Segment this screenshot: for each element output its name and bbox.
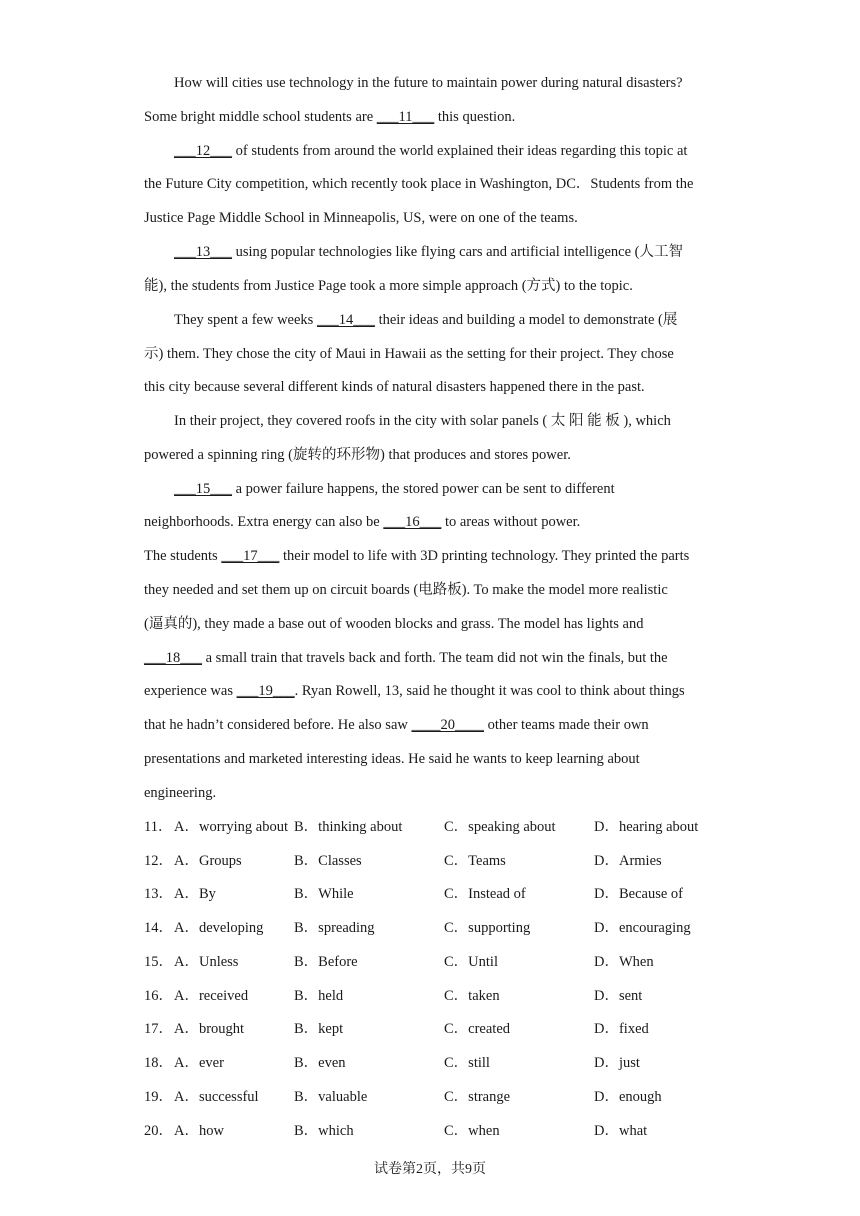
option-d: D．Armies (594, 853, 662, 869)
option-a: A．how (174, 1123, 224, 1139)
question-row-17 (144, 1019, 724, 1039)
option-d: D．enough (594, 1089, 662, 1105)
question-number: 20． (144, 1123, 173, 1139)
passage-text: neighborhoods. Extra energy can also be (144, 514, 384, 530)
question-number: 11． (144, 819, 173, 835)
option-c: C．Teams (444, 853, 506, 869)
passage-line (144, 208, 724, 228)
passage-text: presentations and marketed interesting ideas. He said he wants to keep learning about (144, 751, 640, 767)
passage-text: . Ryan Rowell, 13, said he thought it was cool to think about things (294, 683, 685, 699)
option-c: C．Instead of (444, 886, 526, 902)
option-c: C．supporting (444, 920, 531, 936)
question-row-11 (144, 817, 724, 837)
option-b: B．While (294, 886, 354, 902)
blank-13: ___13___ (174, 244, 232, 260)
passage-line (144, 174, 724, 194)
question-number: 14． (144, 920, 173, 936)
passage-line (144, 783, 724, 803)
question-row-20 (144, 1121, 724, 1141)
passage-text: experience was (144, 683, 237, 699)
question-number: 16． (144, 988, 173, 1004)
option-a: A．received (174, 988, 249, 1004)
passage-line (174, 242, 754, 262)
question-number: 12． (144, 853, 173, 869)
question-row-15 (144, 952, 724, 972)
passage-text: powered a spinning ring (旋转的环形物) that produces and stores power. (144, 447, 571, 463)
passage-text: 示) them. They chose the city of Maui in Hawaii as the setting for their project. They chose (144, 346, 674, 362)
option-d: D．what (594, 1123, 648, 1139)
passage-text: this city because several different kinds of natural disasters happened there in the past. (144, 379, 645, 395)
passage-line (174, 141, 754, 161)
option-a: A．successful (174, 1089, 259, 1105)
blank-18: ___18___ (144, 650, 202, 666)
passage-line (144, 276, 724, 296)
passage-line (144, 445, 724, 465)
passage-line (144, 681, 724, 701)
question-row-18 (144, 1053, 724, 1073)
blank-14: ___14___ (316, 312, 375, 328)
passage-text: Justice Page Middle School in Minneapolis, US, were on one of the teams. (144, 210, 578, 226)
passage-line (144, 580, 724, 600)
blank-11: ___11___ (376, 109, 435, 125)
option-c: C．strange (444, 1089, 511, 1105)
question-number: 13． (144, 886, 173, 902)
passage-text: of students from around the world explained their ideas regarding this topic at (232, 143, 688, 159)
option-b: B．thinking about (294, 819, 403, 835)
question-row-13 (144, 884, 724, 904)
passage-text: their ideas and building a model to demonstrate (展 (374, 312, 678, 328)
option-a: A．Unless (174, 954, 239, 970)
option-d: D．Because of (594, 886, 683, 902)
option-b: B．which (294, 1123, 354, 1139)
option-d: D．fixed (594, 1021, 649, 1037)
passage-line (174, 310, 754, 330)
question-row-14 (144, 918, 724, 938)
passage-text: Some bright middle school students are (144, 109, 377, 125)
option-d: D．sent (594, 988, 643, 1004)
option-c: C．created (444, 1021, 511, 1037)
passage-line (174, 479, 754, 499)
passage-line (144, 614, 724, 634)
passage-line (174, 73, 754, 93)
question-number: 18． (144, 1055, 173, 1071)
option-c: C．still (444, 1055, 490, 1071)
question-row-19 (144, 1087, 724, 1107)
option-b: B．spreading (294, 920, 375, 936)
option-c: C．Until (444, 954, 498, 970)
passage-text: using popular technologies like flying cars and artificial intelligence (人工智 (232, 244, 683, 260)
blank-16: ___16___ (383, 514, 442, 530)
option-c: C．taken (444, 988, 500, 1004)
passage-text: 能), the students from Justice Page took a more simple approach (方式) to the topic. (144, 278, 633, 294)
question-number: 17． (144, 1021, 173, 1037)
passage-text: a power failure happens, the stored power can be sent to different (232, 481, 615, 497)
question-row-16 (144, 986, 724, 1006)
passage-text: the Future City competition, which recently took place in Washington, DC．Students from the (144, 176, 694, 192)
option-a: A．By (174, 886, 216, 902)
passage-text: engineering. (144, 785, 217, 801)
passage-text: (逼真的), they made a base out of wooden blocks and grass. The model has lights and (144, 616, 644, 632)
option-a: A．brought (174, 1021, 245, 1037)
passage-line (144, 648, 724, 668)
question-number: 19． (144, 1089, 173, 1105)
passage-line (144, 344, 724, 364)
option-d: D．When (594, 954, 654, 970)
option-c: C．speaking about (444, 819, 556, 835)
passage-line (144, 749, 724, 769)
option-b: B．valuable (294, 1089, 368, 1105)
passage-line (144, 715, 724, 735)
passage-text: How will cities use technology in the future to maintain power during natural disasters? (174, 75, 683, 91)
passage-text: other teams made their own (484, 717, 649, 733)
option-a: A．Groups (174, 853, 242, 869)
option-b: B．held (294, 988, 344, 1004)
passage-text: a small train that travels back and forth. The team did not win the finals, but the (202, 650, 668, 666)
passage-line (144, 107, 724, 127)
blank-17: ___17___ (221, 548, 280, 564)
passage-line (174, 411, 754, 431)
option-a: A．worrying about (174, 819, 288, 835)
passage-text: this question. (434, 109, 516, 125)
passage-text: to areas without power. (441, 514, 581, 530)
passage-text: their model to life with 3D printing technology. They printed the parts (279, 548, 690, 564)
option-a: A．ever (174, 1055, 224, 1071)
page-footer: 试卷第2页，共9页 (374, 1162, 486, 1177)
passage-line (144, 377, 724, 397)
passage-text: they needed and set them up on circuit boards (电路板). To make the model more realistic (144, 582, 668, 598)
passage-text: The students (144, 548, 222, 564)
option-d: D．just (594, 1055, 640, 1071)
option-b: B．Classes (294, 853, 362, 869)
option-d: D．encouraging (594, 920, 691, 936)
passage-line (144, 546, 724, 566)
question-number: 15． (144, 954, 173, 970)
blank-15: ___15___ (174, 481, 232, 497)
option-b: B．Before (294, 954, 358, 970)
option-a: A．developing (174, 920, 264, 936)
blank-12: ___12___ (174, 143, 232, 159)
passage-line (144, 512, 724, 532)
passage-text: In their project, they covered roofs in the city with solar panels ( 太 阳 能 板 ), which (174, 413, 671, 429)
question-row-12 (144, 851, 724, 871)
option-b: B．kept (294, 1021, 344, 1037)
blank-20: ____20____ (411, 717, 484, 733)
option-b: B．even (294, 1055, 346, 1071)
option-d: D．hearing about (594, 819, 699, 835)
passage-text: They spent a few weeks (174, 312, 317, 328)
passage-text: that he hadn’t considered before. He also saw (144, 717, 412, 733)
blank-19: ___19___ (236, 683, 295, 699)
option-c: C．when (444, 1123, 500, 1139)
